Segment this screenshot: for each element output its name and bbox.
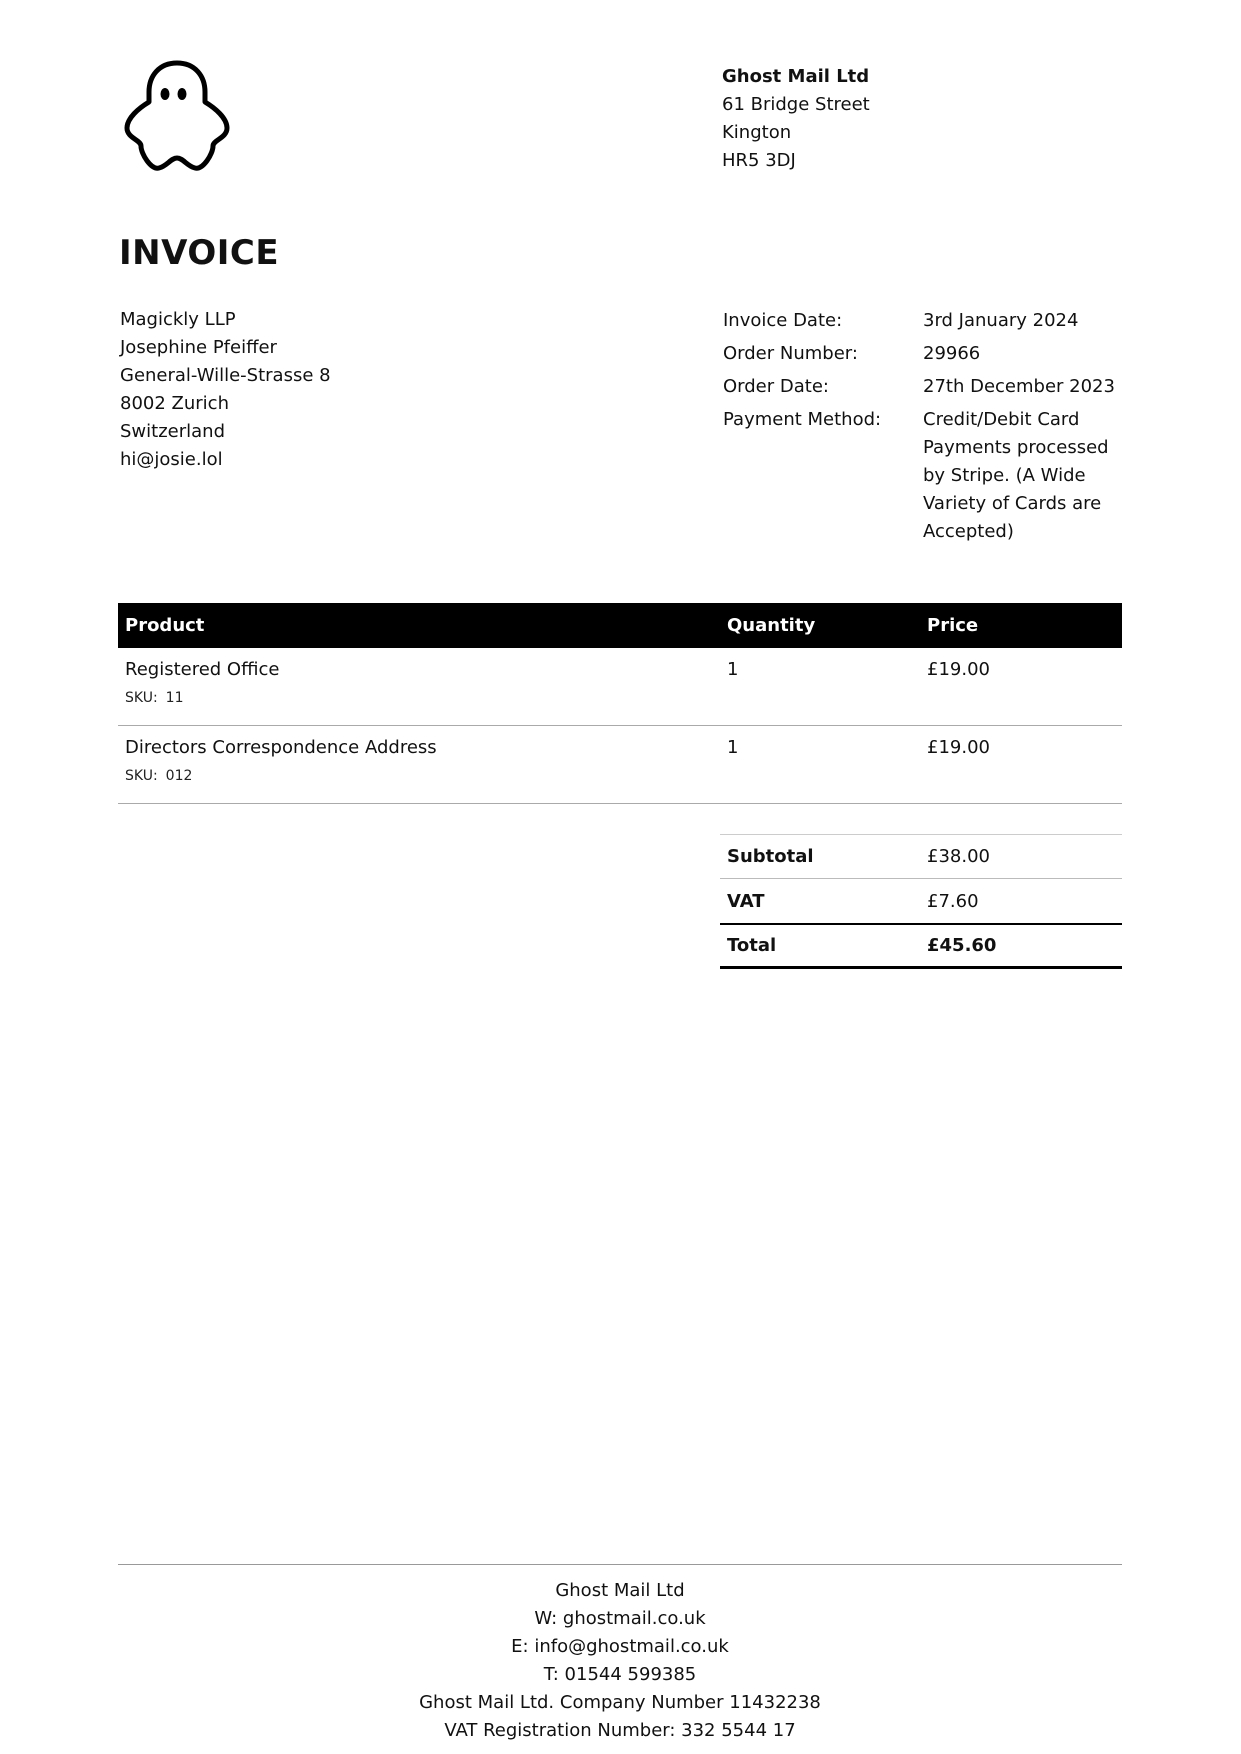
meta-value: Credit/Debit Card Payments processed by Stripe. (A Wide Variety of Cards are Accepted) [923, 409, 1109, 542]
meta-value: 3rd January 2024 [923, 310, 1079, 331]
header-price: Price [927, 615, 979, 636]
price-cell: £19.00 [927, 737, 990, 758]
meta-order-number [723, 340, 1123, 368]
price-cell: £19.00 [927, 659, 990, 680]
company-name: Ghost Mail Ltd [722, 66, 870, 87]
billing-street: General-Wille-Strasse 8 [120, 365, 331, 386]
company-street: 61 Bridge Street [722, 94, 870, 115]
product-cell [118, 656, 720, 725]
subtotal-row [720, 835, 1122, 879]
quantity-cell: 1 [727, 659, 739, 680]
product-name: Registered Office [125, 659, 280, 680]
footer-website: W: ghostmail.co.uk [534, 1608, 706, 1629]
meta-label: Payment Method: [723, 409, 882, 430]
meta-label: Invoice Date: [723, 310, 843, 331]
meta-value: 27th December 2023 [923, 376, 1115, 397]
ghost-icon [119, 58, 235, 174]
sku-label: SKU: [125, 690, 158, 706]
total-value: £45.60 [927, 935, 997, 956]
product-name: Directors Correspondence Address [125, 737, 437, 758]
table-row [118, 648, 1122, 726]
total-label: Total [727, 935, 777, 956]
billing-company: Magickly LLP [120, 309, 236, 330]
vat-value: £7.60 [927, 890, 979, 912]
meta-value: 29966 [923, 343, 981, 364]
quantity-cell: 1 [727, 737, 739, 758]
product-sku [125, 684, 720, 712]
sku-value: 012 [165, 768, 193, 784]
company-postcode: HR5 3DJ [722, 150, 796, 171]
total-row [720, 923, 1122, 969]
footer-phone: T: 01544 599385 [543, 1664, 697, 1685]
meta-invoice-date [723, 307, 1123, 335]
table-header [118, 603, 1122, 648]
vat-label: VAT [727, 890, 765, 912]
footer-vat-number: VAT Registration Number: 332 5544 17 [444, 1720, 796, 1741]
footer-company-number: Ghost Mail Ltd. Company Number 11432238 [419, 1692, 821, 1713]
billing-email: hi@josie.lol [120, 449, 223, 470]
meta-label: Order Date: [723, 376, 829, 397]
subtotal-value: £38.00 [927, 846, 990, 867]
billing-address [120, 306, 331, 474]
header-quantity: Quantity [727, 615, 816, 636]
invoice-meta [723, 307, 1123, 551]
meta-payment-method [723, 406, 1123, 546]
product-cell [118, 734, 720, 803]
meta-order-date [723, 373, 1123, 401]
totals-table [720, 834, 1122, 969]
items-table [118, 603, 1122, 804]
vat-row [720, 879, 1122, 923]
billing-city: 8002 Zurich [120, 393, 229, 414]
meta-label: Order Number: [723, 343, 858, 364]
company-address [722, 63, 870, 175]
billing-contact: Josephine Pfeiffer [120, 337, 277, 358]
header-product: Product [125, 615, 205, 636]
invoice-title: INVOICE [119, 233, 280, 273]
footer-company: Ghost Mail Ltd [555, 1580, 685, 1601]
invoice-footer [118, 1564, 1122, 1745]
sku-value: 11 [165, 690, 184, 706]
product-sku [125, 762, 720, 790]
sku-label: SKU: [125, 768, 158, 784]
table-row [118, 726, 1122, 804]
footer-email: E: info@ghostmail.co.uk [511, 1636, 729, 1657]
subtotal-label: Subtotal [727, 846, 814, 867]
ghost-logo [119, 58, 235, 174]
company-town: Kington [722, 122, 792, 143]
billing-country: Switzerland [120, 421, 225, 442]
